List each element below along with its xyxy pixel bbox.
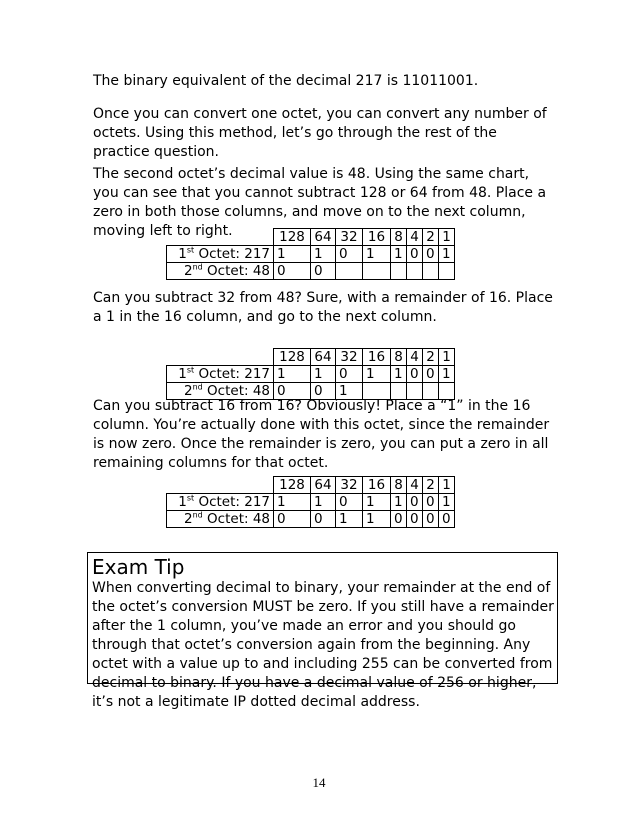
header-cell: 128: [274, 349, 311, 366]
table-cell: 1: [391, 494, 407, 511]
table-row-first-octet: [167, 246, 455, 263]
table-cell: 1: [439, 246, 455, 263]
header-cell: 16: [363, 477, 391, 494]
row-label-second-octet: 2nd Octet: 48: [167, 383, 274, 400]
table-cell: 0: [336, 366, 363, 383]
paragraph-subtract-16: Can you subtract 16 from 16? Obviously! Place a “1” in the 16 column. You’re actually done with this octet, since the remainder is now zero. Once the remainder is zero, you can put a zero in all remaining columns for that octet.: [93, 398, 550, 471]
table-cell: 0: [423, 246, 439, 263]
paragraph-binary-equivalent: The binary equivalent of the decimal 217 is 11011001.: [93, 73, 479, 89]
header-cell: 1: [439, 349, 455, 366]
octet-table-1: [166, 228, 455, 280]
header-cell: 64: [311, 349, 336, 366]
table-cell: [423, 263, 439, 280]
header-cell: 1: [439, 477, 455, 494]
header-cell: 1: [439, 229, 455, 246]
table-row-first-octet: [167, 494, 455, 511]
table-cell: 0: [407, 494, 423, 511]
table-cell: 0: [311, 263, 336, 280]
table-header-row: [167, 349, 455, 366]
table-row-first-octet: [167, 366, 455, 383]
header-cell: 2: [423, 349, 439, 366]
table-cell: 0: [423, 494, 439, 511]
header-cell: 32: [336, 229, 363, 246]
table-cell: 1: [311, 366, 336, 383]
header-cell: 2: [423, 477, 439, 494]
table-cell: [363, 263, 391, 280]
table-cell: [391, 263, 407, 280]
paragraph-second-octet: The second octet’s decimal value is 48. Using the same chart, you can see that you cannot subtract 128 or 64 from 48. Place a zero in both those columns, and move on to the next column, moving left to right.: [93, 166, 547, 239]
table-cell: 0: [274, 383, 311, 400]
header-cell: 8: [391, 477, 407, 494]
row-label-second-octet: 2nd Octet: 48: [167, 263, 274, 280]
header-cell: 16: [363, 349, 391, 366]
table-cell: [407, 263, 423, 280]
header-cell: 128: [274, 229, 311, 246]
table-cell: 0: [423, 511, 439, 528]
table-cell: 0: [311, 383, 336, 400]
octet-table-3: [166, 476, 455, 528]
table-cell: 0: [423, 366, 439, 383]
paragraph-convert-octets: Once you can convert one octet, you can convert any number of octets. Using this method, let’s go through the rest of the practice question.: [93, 106, 547, 160]
paragraph-subtract-32: Can you subtract 32 from 48? Sure, with a remainder of 16. Place a 1 in the 16 column, and go to the next column.: [93, 290, 553, 325]
header-cell: 4: [407, 477, 423, 494]
table-cell: 0: [407, 246, 423, 263]
exam-tip-title: Exam Tip: [92, 555, 185, 579]
table-cell: 0: [407, 511, 423, 528]
row-label-first-octet: 1st Octet: 217: [167, 494, 274, 511]
row-label-second-octet: 2nd Octet: 48: [167, 511, 274, 528]
header-cell: 32: [336, 477, 363, 494]
table-cell: [439, 263, 455, 280]
table-cell: 0: [439, 511, 455, 528]
table-row-second-octet: [167, 511, 455, 528]
table-cell: 1: [363, 246, 391, 263]
table-cell: 1: [439, 494, 455, 511]
table-cell: 0: [336, 246, 363, 263]
table-cell: 1: [391, 246, 407, 263]
table-cell: 0: [407, 366, 423, 383]
header-cell: 128: [274, 477, 311, 494]
page-number: 14: [312, 775, 326, 790]
table-cell: 1: [336, 383, 363, 400]
table-cell: 1: [439, 366, 455, 383]
table-cell: 1: [274, 366, 311, 383]
exam-tip-body: When converting decimal to binary, your remainder at the end of the octet’s conversion MUST be zero. If you still have a remainder after the 1 column, you’ve made an error and you should go through that octet’s conversion again from the beginning. Any octet with a value up to and including 255 can be converted from decimal to binary. If you have a decimal value of 256 or higher, it’s not a legitimate IP dotted decimal address.: [92, 580, 554, 710]
octet-table-2: [166, 348, 455, 400]
table-cell: 1: [363, 366, 391, 383]
table-cell: 1: [274, 494, 311, 511]
header-cell: 64: [311, 477, 336, 494]
header-cell: 4: [407, 229, 423, 246]
header-cell: 4: [407, 349, 423, 366]
table-cell: 1: [311, 246, 336, 263]
table-cell: 1: [363, 494, 391, 511]
table-cell: 0: [274, 263, 311, 280]
header-cell: 32: [336, 349, 363, 366]
table-header-row: [167, 229, 455, 246]
table-header-row: [167, 477, 455, 494]
table-cell: 1: [391, 366, 407, 383]
row-label-first-octet: 1st Octet: 217: [167, 246, 274, 263]
table-cell: 1: [363, 511, 391, 528]
header-cell: 2: [423, 229, 439, 246]
header-cell: 16: [363, 229, 391, 246]
table-cell: 0: [336, 494, 363, 511]
table-cell: [336, 263, 363, 280]
table-cell: 0: [311, 511, 336, 528]
table-cell: 0: [274, 511, 311, 528]
header-cell: 8: [391, 229, 407, 246]
table-cell: 1: [336, 511, 363, 528]
table-cell: 1: [274, 246, 311, 263]
table-cell: 0: [391, 511, 407, 528]
header-cell: 64: [311, 229, 336, 246]
table-row-second-octet: [167, 263, 455, 280]
exam-tip-box: [87, 552, 558, 710]
row-label-first-octet: 1st Octet: 217: [167, 366, 274, 383]
header-cell: 8: [391, 349, 407, 366]
table-cell: 1: [311, 494, 336, 511]
